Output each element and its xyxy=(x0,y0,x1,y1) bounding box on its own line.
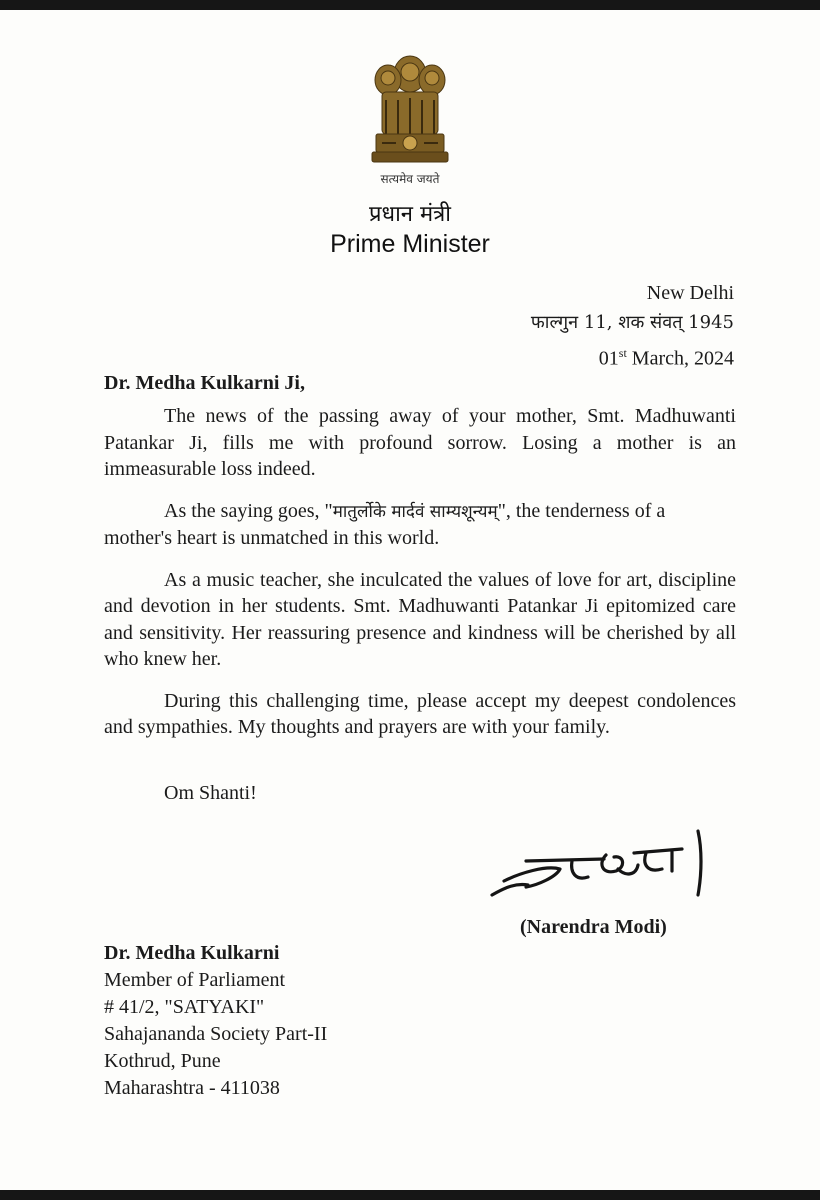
recipient-address xyxy=(104,940,327,1102)
salutation: Dr. Medha Kulkarni Ji, xyxy=(104,372,305,394)
date-block xyxy=(531,278,734,374)
paragraph-4: During this challenging time, please accept my deepest condolences and sympathies. My thoughts and prayers are with your family. xyxy=(104,689,736,738)
address-line-4: Maharashtra - 411038 xyxy=(104,1077,280,1099)
letter-page xyxy=(0,10,820,1190)
address-line-1: # 41/2, "SATYAKI" xyxy=(104,996,265,1018)
signatory-name: (Narendra Modi) xyxy=(520,916,667,938)
sanskrit-quote: मातुर्लोके मार्दवं साम्यशून्यम् xyxy=(332,501,498,522)
quote-outro: ", the tenderness of a mother's heart is unmatched in this world. xyxy=(104,499,666,549)
date-rest: March, 2024 xyxy=(626,347,734,370)
address-line-2: Sahajananda Society Part-II xyxy=(104,1023,328,1045)
emblem-motto: सत्यमेव जयते xyxy=(380,172,440,186)
place: New Delhi xyxy=(646,282,734,304)
letter-body xyxy=(104,403,736,756)
signature xyxy=(486,825,716,905)
english-date xyxy=(531,338,734,374)
office-title-hindi: प्रधान मंत्री xyxy=(369,202,451,227)
paragraph-2 xyxy=(104,498,736,552)
date-day: 01 xyxy=(598,347,619,370)
date-suffix: st xyxy=(618,346,627,360)
recipient-name: Dr. Medha Kulkarni xyxy=(104,942,280,964)
address-line-3: Kothrud, Pune xyxy=(104,1050,221,1072)
hindi-date: फाल्गुन 11, शक संवत् 1945 xyxy=(530,312,734,333)
national-emblem-icon xyxy=(360,50,460,176)
paragraph-3: As a music teacher, she inculcated the values of love for art, discipline and devotion in her students. Smt. Madhuwanti Patankar Ji epitomized care and sensitivity. Her reassuring presence and kindness will be cherished by all who knew her. xyxy=(104,568,736,670)
quote-intro: As the saying goes, " xyxy=(164,499,333,522)
closing: Om Shanti! xyxy=(164,782,257,804)
office-title-english: Prime Minister xyxy=(330,230,490,258)
recipient-designation: Member of Parliament xyxy=(104,969,286,991)
paragraph-1: The news of the passing away of your mother, Smt. Madhuwanti Patankar Ji, fills me with profound sorrow. Losing a mother is an immeasurable loss indeed. xyxy=(104,405,736,480)
